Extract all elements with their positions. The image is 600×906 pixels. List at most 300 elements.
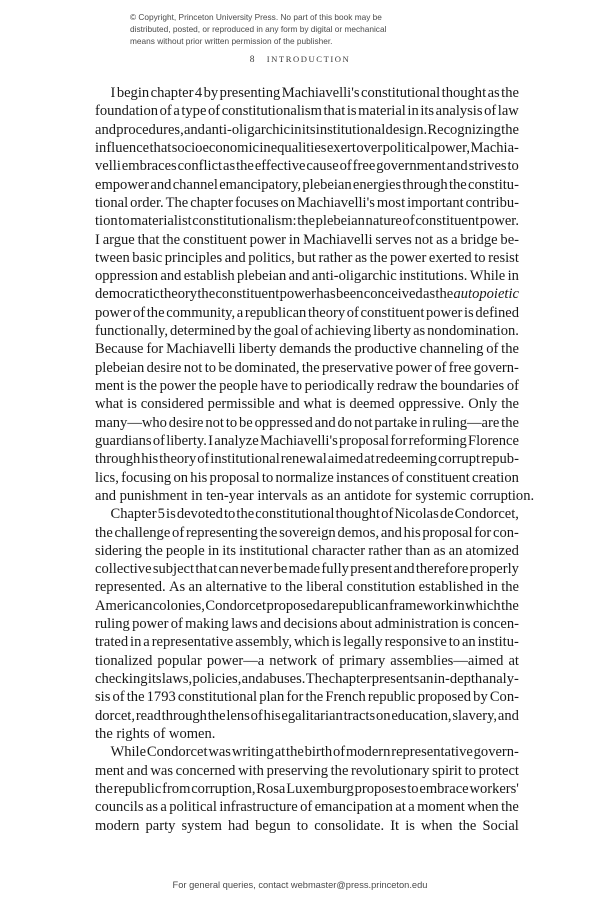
- word: constituent: [215, 286, 280, 303]
- text-line: [95, 524, 519, 542]
- word: party: [145, 817, 176, 834]
- word: of: [484, 103, 497, 120]
- text-line: [95, 707, 519, 725]
- word: American: [95, 597, 153, 614]
- word: that: [323, 103, 346, 120]
- word: analyze: [214, 432, 259, 449]
- word: do: [337, 414, 353, 431]
- word: at: [395, 799, 406, 816]
- word: plebeian: [95, 359, 145, 376]
- word: proposes: [354, 780, 407, 797]
- word: the: [501, 579, 519, 596]
- word: through: [161, 707, 207, 724]
- word: Condorcet,: [454, 506, 519, 523]
- word: proposal: [422, 524, 473, 541]
- word: order.: [130, 194, 164, 211]
- word: preserving: [266, 762, 328, 779]
- word: repub-: [480, 451, 519, 468]
- word: a: [320, 597, 327, 614]
- word: law: [497, 103, 519, 120]
- word: protect: [478, 762, 519, 779]
- word: While: [469, 268, 506, 285]
- word: oppression: [95, 268, 159, 285]
- word: instances: [335, 469, 390, 486]
- word: read: [135, 707, 161, 724]
- word: foundation: [95, 103, 159, 120]
- word: in: [407, 103, 419, 120]
- page-number: 8: [249, 55, 255, 65]
- word: consolidate.: [314, 817, 385, 834]
- word: system: [181, 817, 222, 834]
- word: many—who: [95, 414, 167, 431]
- text-line: [95, 432, 519, 450]
- word: sidering: [95, 542, 142, 559]
- word: infrastructure: [219, 799, 298, 816]
- word: dominated,: [234, 359, 300, 376]
- word: and: [260, 616, 282, 633]
- paragraph: [95, 505, 519, 743]
- word: empower: [95, 176, 150, 193]
- word: While: [110, 744, 147, 761]
- word: the: [305, 689, 324, 706]
- word: the: [284, 579, 303, 596]
- word: ruling—are: [432, 414, 500, 431]
- text-line: [95, 84, 519, 102]
- word: in: [453, 597, 465, 614]
- word: to: [448, 634, 461, 651]
- word: begin: [116, 85, 150, 101]
- word: productive: [354, 341, 417, 358]
- word: effective: [254, 158, 306, 175]
- word: influence: [95, 139, 150, 156]
- word: de: [439, 506, 454, 523]
- word: design.: [385, 121, 428, 138]
- word: institutional: [239, 542, 309, 559]
- word: the: [501, 341, 519, 358]
- word: revolutionary: [351, 762, 430, 779]
- word: at: [274, 744, 286, 761]
- word: energies: [352, 176, 402, 193]
- word: rather: [368, 542, 403, 559]
- word: the: [330, 762, 349, 779]
- word: of: [300, 323, 313, 340]
- word: an: [461, 634, 476, 651]
- word: as: [354, 249, 368, 266]
- word: legally: [343, 634, 383, 651]
- word: power—a: [206, 652, 265, 669]
- word: moment: [417, 799, 465, 816]
- word: be: [218, 359, 233, 376]
- word: power: [279, 286, 316, 303]
- word: The: [305, 671, 329, 687]
- word: important: [407, 194, 464, 211]
- word: and: [446, 158, 468, 175]
- word: checking: [95, 671, 148, 687]
- word: tional: [95, 194, 129, 211]
- word: power.: [479, 213, 519, 230]
- word: constitutional: [177, 689, 258, 706]
- word: chapter: [190, 194, 234, 211]
- word: at: [508, 652, 519, 669]
- word: that: [195, 561, 218, 578]
- word: in-depth: [433, 671, 483, 687]
- word: abuses.: [262, 671, 306, 687]
- word: of: [434, 359, 447, 376]
- word: laws,: [161, 671, 193, 687]
- word: political: [169, 799, 217, 816]
- word: republic: [113, 780, 162, 797]
- word: the: [197, 286, 216, 303]
- word: periodically: [304, 378, 375, 394]
- word: of: [381, 506, 394, 523]
- word: the: [501, 597, 519, 614]
- copyright-line-3: means without prior written permission of the publisher.: [130, 36, 333, 47]
- word: a: [236, 304, 244, 321]
- text-line: [95, 652, 519, 670]
- word: redraw: [376, 378, 418, 394]
- word: of: [133, 304, 146, 321]
- word: to: [296, 817, 309, 834]
- word: atomized: [465, 542, 519, 559]
- word: with: [238, 762, 264, 779]
- word: and: [288, 268, 310, 285]
- text-line: [95, 212, 519, 230]
- word: therefore: [415, 561, 469, 578]
- word: proposal: [339, 432, 390, 449]
- text-line: [95, 194, 519, 212]
- word: the: [95, 524, 113, 541]
- word: in: [130, 634, 142, 651]
- word: writing: [231, 744, 274, 761]
- text-line: [95, 285, 519, 303]
- word: constitu-: [468, 176, 519, 193]
- word: Only: [468, 396, 498, 413]
- word: is: [460, 616, 471, 633]
- word: Nicolas: [394, 506, 439, 523]
- word: the: [458, 817, 477, 834]
- word: and: [278, 396, 300, 413]
- word: people: [219, 378, 258, 394]
- word: institutions.: [399, 268, 468, 285]
- word: had: [228, 817, 250, 834]
- word: be-: [500, 231, 519, 248]
- word: constituent: [182, 231, 247, 248]
- word: ruling: [95, 616, 130, 633]
- word: ment: [95, 762, 125, 779]
- word: the: [236, 506, 255, 523]
- word: determined: [169, 323, 236, 340]
- word: of: [339, 158, 352, 175]
- word: the: [126, 689, 145, 706]
- word: of: [152, 432, 165, 449]
- word: the: [501, 414, 519, 431]
- text-line: [95, 615, 519, 633]
- word: liberty: [373, 323, 412, 340]
- word: Machiavelli's: [259, 432, 338, 449]
- word: politics,: [248, 249, 295, 266]
- word: his: [141, 451, 159, 468]
- word: of: [346, 304, 359, 321]
- word: and: [126, 762, 148, 779]
- word: be: [239, 414, 253, 431]
- word: redeeming: [375, 451, 438, 468]
- word: conceived: [363, 286, 423, 303]
- word: represented.: [95, 579, 166, 596]
- word: chapter: [328, 671, 372, 687]
- word: birth: [304, 744, 333, 761]
- text-line: [95, 121, 519, 139]
- word: chapter: [150, 85, 194, 101]
- word: through: [95, 451, 141, 468]
- word: I: [110, 85, 116, 101]
- word: exerted: [428, 249, 472, 266]
- word: Because: [95, 341, 144, 358]
- word: in: [486, 579, 498, 596]
- word: govern-: [473, 359, 519, 376]
- text-line: [95, 542, 519, 560]
- word: begun: [255, 817, 291, 834]
- word: is: [346, 103, 357, 120]
- word: republic: [367, 689, 416, 706]
- word: institutional: [315, 121, 386, 138]
- word: the: [145, 542, 163, 559]
- word: for: [390, 432, 408, 449]
- word: Florence: [468, 432, 519, 449]
- word: the: [162, 231, 181, 248]
- word: liberty.: [166, 432, 207, 449]
- word: of: [159, 103, 172, 120]
- word: of: [506, 378, 519, 394]
- word: and: [380, 524, 402, 541]
- text-line: and punishment in ten-year intervals as an antidote for systemic corruption.: [95, 487, 535, 504]
- word: as: [145, 799, 158, 816]
- word: boundaries: [440, 378, 505, 394]
- word: is: [335, 396, 346, 413]
- text-line: [95, 102, 519, 120]
- word: proposed: [417, 689, 472, 706]
- word: concen-: [472, 616, 519, 633]
- word: tion: [95, 213, 118, 230]
- word: Luxemburg: [286, 780, 354, 797]
- word: guardians: [95, 432, 152, 449]
- word: is: [331, 634, 342, 651]
- word: theory: [159, 451, 197, 468]
- word: properly: [469, 561, 519, 578]
- word: as: [423, 286, 436, 303]
- text-line: [95, 139, 519, 157]
- word: that: [149, 139, 172, 156]
- word: trated: [95, 634, 129, 651]
- word: was: [208, 744, 231, 761]
- word: Con-: [489, 689, 519, 706]
- word: embraces: [121, 158, 177, 175]
- word: primary: [339, 652, 386, 669]
- word: fully: [321, 561, 349, 578]
- word: of: [322, 652, 335, 669]
- word: to: [225, 414, 238, 431]
- word: analy-: [482, 671, 519, 687]
- text-line: [95, 157, 519, 175]
- word: The: [165, 194, 189, 211]
- word: is: [127, 396, 137, 413]
- paragraph: [95, 743, 519, 835]
- word: egalitarian: [281, 707, 343, 724]
- word: institu-: [477, 634, 519, 651]
- word: councils: [95, 799, 144, 816]
- word: what: [303, 396, 332, 413]
- text-line: [95, 670, 519, 688]
- word: conflict: [177, 158, 223, 175]
- word: to: [407, 780, 419, 797]
- word: con-: [493, 524, 519, 541]
- word: the: [501, 121, 519, 138]
- word: Condorcet: [146, 744, 208, 761]
- word: its: [301, 121, 316, 138]
- word: for: [286, 689, 304, 706]
- word: focuses: [234, 194, 279, 211]
- word: French: [325, 689, 366, 706]
- word: on: [375, 707, 391, 724]
- word: to: [261, 469, 274, 486]
- word: of: [391, 469, 404, 486]
- word: presents: [371, 671, 420, 687]
- word: anti-oligarchic: [205, 121, 291, 138]
- word: constituent: [360, 304, 425, 321]
- word: popular: [157, 652, 202, 669]
- word: for: [146, 341, 164, 358]
- word: As: [169, 579, 186, 596]
- word: to: [204, 359, 217, 376]
- word: representative: [151, 634, 234, 651]
- word: permissible: [207, 396, 275, 413]
- word: an: [188, 579, 203, 596]
- word: never: [239, 561, 273, 578]
- word: Condorcet: [205, 597, 266, 614]
- word: of: [332, 744, 346, 761]
- word: for: [474, 524, 492, 541]
- word: lens: [226, 707, 250, 724]
- word: and: [314, 414, 336, 431]
- word: a: [408, 799, 415, 816]
- word: inequalities: [259, 139, 327, 156]
- text-line: [95, 377, 519, 395]
- text-line: [95, 633, 519, 651]
- word: collective: [95, 561, 152, 578]
- paragraph: [95, 84, 535, 505]
- word: and: [393, 561, 415, 578]
- word: proposal: [209, 469, 260, 486]
- word: the: [301, 359, 320, 376]
- word: theory: [307, 304, 346, 321]
- word: from: [162, 780, 191, 797]
- word: considered: [140, 396, 204, 413]
- word: representative: [391, 744, 473, 761]
- word: when: [420, 817, 453, 834]
- text-line: [95, 688, 519, 706]
- text-line: [95, 414, 519, 432]
- word: of: [112, 689, 125, 706]
- word: to: [464, 762, 476, 779]
- word: decisions: [283, 616, 338, 633]
- word: constituent: [415, 213, 480, 230]
- word: community,: [166, 304, 236, 321]
- word: the: [419, 378, 438, 394]
- word: in: [207, 542, 220, 559]
- word: as: [223, 158, 236, 175]
- word: can: [218, 561, 239, 578]
- word: and: [497, 707, 519, 724]
- word: I: [208, 432, 214, 449]
- word: power: [426, 304, 463, 321]
- word: rather: [318, 249, 353, 266]
- word: on: [280, 194, 296, 211]
- word: nature: [365, 213, 402, 230]
- word: framework: [389, 597, 453, 614]
- word: is: [405, 817, 415, 834]
- word: and: [241, 671, 263, 687]
- word: to: [507, 158, 519, 175]
- word: proposed: [266, 597, 320, 614]
- word: desire: [168, 414, 204, 431]
- word: partake: [374, 414, 418, 431]
- copyright-line-2: distributed, posted, or reproduced in any form by digital or mechanical: [130, 24, 387, 35]
- word: I: [95, 231, 100, 248]
- word: challenge: [114, 524, 171, 541]
- text-line: [95, 359, 519, 377]
- word: is: [166, 506, 176, 523]
- word: by: [473, 689, 488, 706]
- word: and: [224, 249, 246, 266]
- word: deemed: [349, 396, 395, 413]
- word: the: [146, 304, 165, 321]
- word: Machiavelli's: [281, 85, 360, 101]
- word: to: [474, 249, 486, 266]
- text-line: [95, 340, 519, 358]
- word: ment: [95, 378, 125, 394]
- word: policies,: [192, 671, 242, 687]
- word: power: [95, 304, 132, 321]
- word: the: [333, 341, 352, 358]
- word: Recognizing: [427, 121, 501, 138]
- word: which: [465, 597, 501, 614]
- word: bridge: [460, 231, 498, 248]
- word: be: [273, 561, 288, 578]
- word: in: [288, 231, 301, 248]
- word: most: [376, 194, 406, 211]
- word: subject: [152, 561, 195, 578]
- word: of: [197, 451, 210, 468]
- word: present: [350, 561, 393, 578]
- word: making: [185, 616, 229, 633]
- word: his: [190, 469, 208, 486]
- word: the: [95, 780, 113, 797]
- word: the: [501, 799, 519, 816]
- word: colonies,: [152, 597, 205, 614]
- word: Machiavelli: [166, 341, 236, 358]
- word: power: [249, 231, 287, 248]
- word: 5: [157, 506, 165, 523]
- word: and: [150, 176, 172, 193]
- word: to: [270, 579, 282, 596]
- text-line: [95, 304, 519, 322]
- word: power,: [430, 139, 471, 156]
- word: what: [95, 396, 124, 413]
- word: is: [464, 304, 474, 321]
- word: argue: [102, 231, 135, 248]
- word: It: [390, 817, 400, 834]
- word: sovereign: [279, 524, 336, 541]
- word: emancipatory,: [219, 176, 302, 193]
